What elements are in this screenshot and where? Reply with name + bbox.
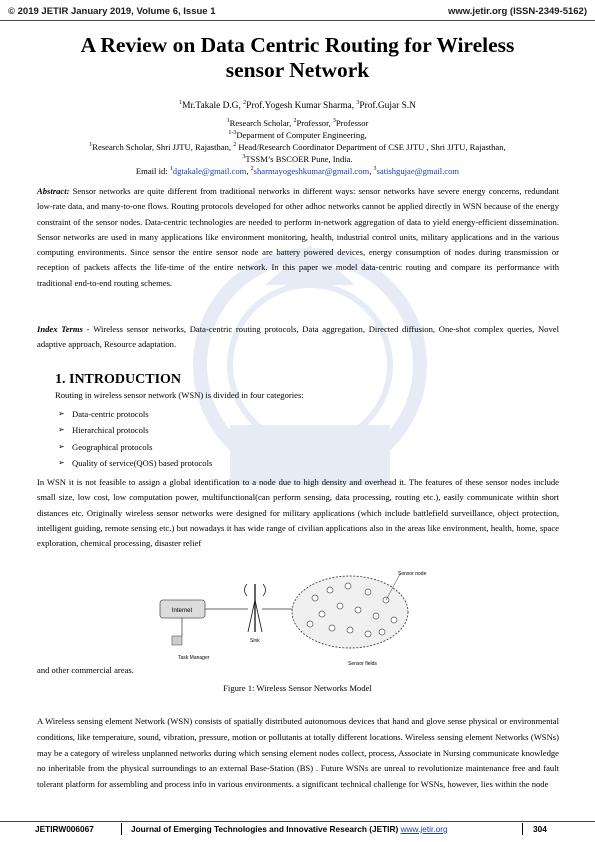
email-link-2[interactable]: sharmayogeshkumar@gmail.com <box>253 165 370 176</box>
author-2: Prof.Yogesh Kumar Sharma, <box>246 101 357 112</box>
author-3: Prof.Gujar S.N <box>359 101 416 112</box>
routing-categories-list <box>58 406 212 472</box>
index-terms-text: Wireless sensor networks, Data-centric routing protocols, Data aggregation, Directed diffusion, One-shot complex queries, Novel adaptive approach, Resource adaptation. <box>37 324 559 350</box>
sink-label: Sink <box>250 638 260 644</box>
intro-paragraph-1-tail: and other commercial areas. <box>37 665 134 675</box>
affiliation-2: Head/Research Coordinator Department of CSE JJTU , Shri JJTU, Rajasthan, <box>236 141 506 152</box>
footer-divider <box>121 823 122 835</box>
author-roles: $^1$Research Scholar, $^2$Professor, $^3$Professor <box>226 117 369 128</box>
computer-icon <box>172 636 182 645</box>
department: Deparment of Computer Engineering, <box>236 129 367 140</box>
arrow-bullet-icon: ➢ <box>58 409 65 418</box>
affiliation-1: Research Scholar, Shri JJTU, Rajasthan, <box>92 141 234 152</box>
title-line-1: A Review on Data Centric Routing for Wireless <box>80 33 515 57</box>
task-manager-label: Task Manager <box>178 655 210 661</box>
author-1: Mr.Takale D.G, <box>182 101 244 112</box>
email-link-3[interactable]: satishgujae@gmail.com <box>376 165 460 176</box>
email-link-1[interactable]: dgtakale@gmail.com <box>172 165 247 176</box>
section-heading-introduction: 1. INTRODUCTION <box>55 372 182 387</box>
author-emails: Email id: $^1$dgtakale@gmail.com, $^2$sharmayogeshkumar@gmail.com, $^3$satishgujae@gmail.com <box>135 165 460 176</box>
role-3: Professor <box>335 117 369 128</box>
abstract-label: Abstract: <box>37 186 73 196</box>
intro-paragraph-2: A Wireless sensing element Network (WSN) consists of spatially distributed autonomous devices that hand and glove sense physical or environmental conditions, like temperature, sound, vibration, pressure, motion or pollutants at totally different locations. Wireless sensing element Networks (WSNs) may be a category of wireless unplanned networks during which sensing element nodes collect, process, Associate in Nursing communicate knowledge no inheritable from the physical surroundings to an external Base-Station (BS) . Future WSNs are unreal to revolutionize maintenance free and fault tolerant platform for assembling and process info in various environments. a significant technical challenge for WSNs, however, lies within the node <box>37 716 559 790</box>
running-header <box>8 6 587 20</box>
paper-title <box>20 33 575 83</box>
figure-caption: Figure 1: Wireless Sensor Networks Model <box>223 683 372 693</box>
wsn-model-figure <box>150 570 450 680</box>
footer-rule <box>0 821 595 822</box>
affiliation-3: TSSM’s BSCOER Pune, India. <box>245 153 353 164</box>
list-item: ➢ Quality of service(QOS) based protocols <box>58 455 212 471</box>
author-names: $^1$Mr.Takale D.G, $^2$Prof.Yogesh Kumar Sharma, $^3$Prof.Gujar S.N <box>179 100 416 112</box>
role-2: Professor, <box>296 117 333 128</box>
abstract-text: Sensor networks are quite different from traditional networks in different ways: sensor networks have severe energy concerns, redundant low-rate data, and many-to-one flows. Routing protocols developed for other adhoc networks cannot be applied directly in WSN because of the energy constraint of the sensor nodes. Data-centric technologies are needed to perform in-network aggregation of data to yield energy-efficient dissemination. Sensor networks are used in many applications like environment monitoring, health, industrial control units, military applications and in the various computing environments. Since sensor the entire sensor node are battery powered devices, energy consumption of nodes during transmission or reception of packets affects the life-time of the entire network. In this paper we model data-centric routing and compare its performance with traditional end-to-end routing schemes. <box>37 186 559 288</box>
list-item: ➢ Geographical protocols <box>58 439 212 455</box>
internet-label: Internet <box>171 608 193 614</box>
footer-divider <box>522 823 523 835</box>
abstract <box>37 184 559 291</box>
arrow-bullet-icon: ➢ <box>58 458 65 468</box>
sink-tower-icon <box>245 584 266 632</box>
footer-link[interactable]: www.jetir.org <box>400 824 448 834</box>
list-item: ➢ Data-centric protocols <box>58 406 212 422</box>
role-1: Research Scholar, <box>229 117 294 128</box>
author-affiliation-3: $^3$TSSM’s BSCOER Pune, India. <box>242 153 353 164</box>
author-department: $^{1-3}$Deparment of Computer Engineering, <box>228 129 367 140</box>
running-footer <box>35 824 560 838</box>
sensor-node-label: Sensor node <box>398 571 427 577</box>
header-website: www.jetir.org (ISSN-2349-5162) <box>447 6 587 17</box>
index-terms-label: Index Terms - <box>37 324 94 334</box>
footer-journal: Journal of Emerging Technologies and Innovative Research (JETIR) www.jetir.org <box>131 824 448 834</box>
arrow-bullet-icon: ➢ <box>58 425 65 435</box>
intro-paragraph-1: In WSN it is not feasible to assign a global identification to a node due to high density and overhead it. The features of these sensor nodes include small size, low cost, low computation power, multifunctional(can perform sensing, data processing, routing etc.), easily communicate within short distances etc. Originally wireless sensor networks were designed for military applications (which include battlefield surveillance, object protection, intelligent guiding, remote sensing etc.) but nowadays it has wide range of civilian applications also in the areas like environment, health, home, space exploration, chemical processing, disaster relief <box>37 477 559 549</box>
sensor-fields-label: Sensor fields <box>348 661 377 667</box>
header-rule <box>0 20 595 21</box>
email-label: Email id: <box>135 165 170 176</box>
intro-sentence: Routing in wireless sensor network (WSN) is divided in four categories: <box>55 390 304 400</box>
page-number: 304 <box>533 824 547 834</box>
author-affiliations: $^1$Research Scholar, Shri JJTU, Rajasthan, $^2$ Head/Research Coordinator Department of CSE JJTU , Shri JJTU, Rajasthan, <box>89 141 506 152</box>
index-terms <box>37 322 559 353</box>
arrow-bullet-icon: ➢ <box>58 441 65 451</box>
title-line-2: sensor Network <box>225 58 370 82</box>
header-journal-info: © 2019 JETIR January 2019, Volume 6, Issue 1 <box>8 6 216 17</box>
list-item: ➢ Hierarchical protocols <box>58 422 212 438</box>
article-id: JETIRW006067 <box>35 824 94 834</box>
